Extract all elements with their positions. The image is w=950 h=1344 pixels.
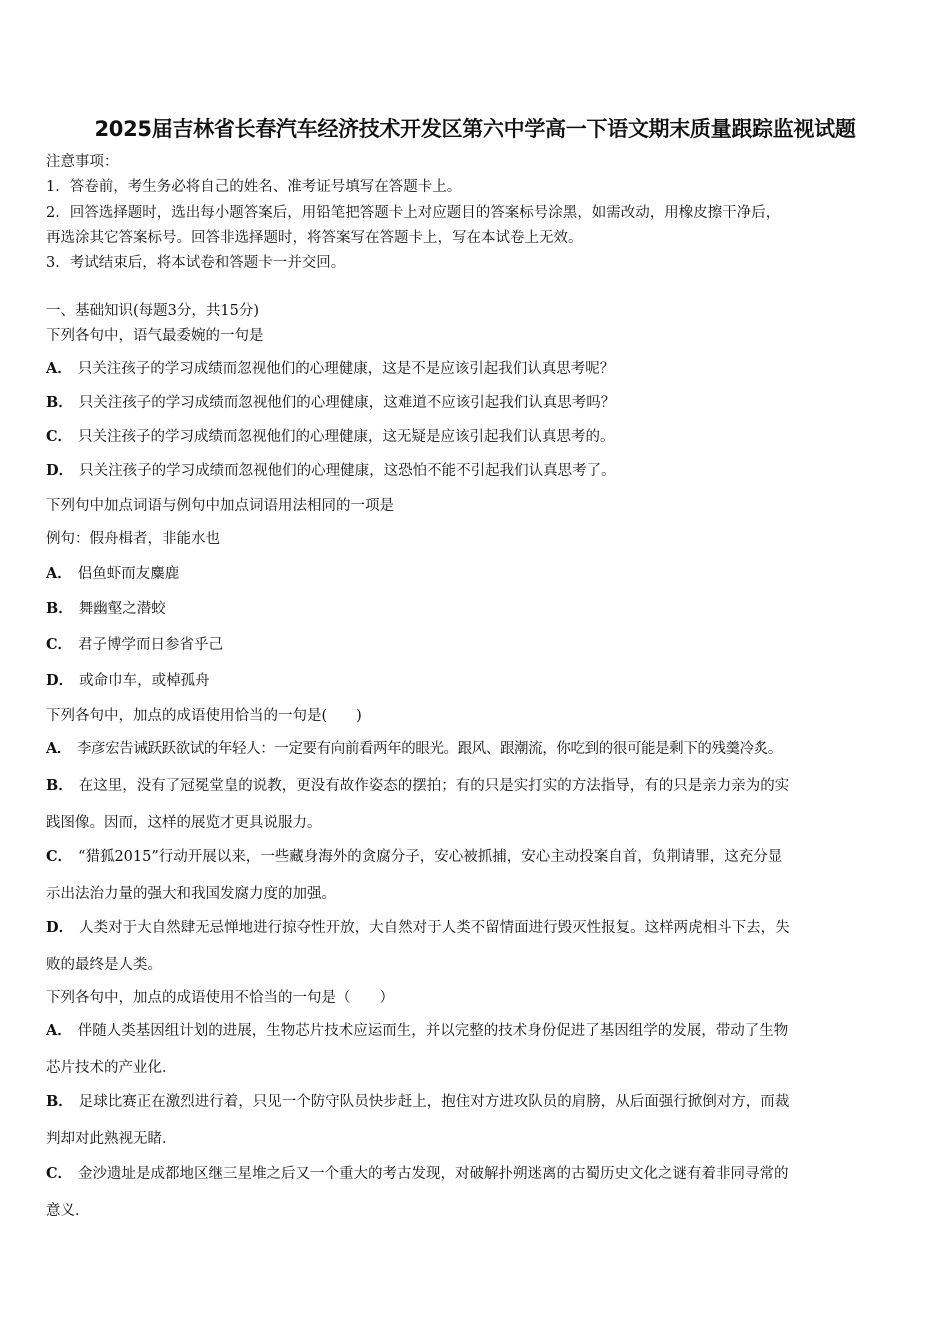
option-text: 金沙遗址是成都地区继三星堆之后又一个重大的考古发现，对破解扑朔迷离的古蜀历史文化之谜有着非同寻常的 xyxy=(78,1166,789,1182)
option-text: 舞幽壑之潜蛟 xyxy=(78,601,166,617)
option-row xyxy=(46,564,179,584)
option-continuation: 芯片技术的产业化． xyxy=(46,1060,177,1076)
option-label: D． xyxy=(46,672,74,689)
notice-item: 3．考试结束后，将本试卷和答题卡一并交回。 xyxy=(46,255,346,271)
option-label: A． xyxy=(46,1022,72,1039)
option-text: 伴随人类基因组计划的进展，生物芯片技术应运而生，并以完整的技术身份促进了基因组学的发展，带动了生物 xyxy=(77,1023,789,1039)
notice-item: 再选涂其它答案标号。回答非选择题时，将答案写在答题卡上，写在本试卷上无效。 xyxy=(46,230,583,246)
option-row xyxy=(46,918,790,938)
option-row xyxy=(46,776,789,796)
option-label: C． xyxy=(46,636,73,653)
notice-heading: 注意事项： xyxy=(46,154,119,170)
option-label: D． xyxy=(46,919,74,936)
option-label: A． xyxy=(46,360,72,377)
question-stem: 下列各句中，语气最委婉的一句是 xyxy=(46,328,264,344)
option-row xyxy=(46,671,210,691)
option-label: B． xyxy=(46,394,73,411)
option-text: 只关注孩子的学习成绩而忽视他们的心理健康，这恐怕不能不引起我们认真思考了。 xyxy=(79,463,616,479)
option-label: B． xyxy=(46,1093,73,1110)
option-continuation: 意义． xyxy=(46,1203,90,1219)
option-row xyxy=(46,359,614,379)
option-text: 在这里，没有了冠冕堂皇的说教，更没有故作姿态的摆拍；有的只是实打实的方法指导，有的只是亲力亲为的实 xyxy=(78,778,790,794)
exam-title: 2025届吉林省长春汽车经济技术开发区第六中学高一下语文期末质量跟踪监视试题 xyxy=(94,117,856,141)
option-text: “猎狐2015”行动开展以来，一些藏身海外的贪腐分子，安心被抓捕，安心主动投案自首，负荆请罪，这充分显 xyxy=(78,849,783,865)
option-text: 君子博学而日参省乎己 xyxy=(78,637,224,653)
option-label: A． xyxy=(46,740,71,757)
option-text: 人类对于大自然肆无忌惮地进行掠夺性开放，大自然对于人类不留情面进行毁灭性报复。这样两虎相斗下去，失 xyxy=(79,920,790,936)
option-row xyxy=(46,461,616,481)
notice-item: 1．答卷前，考生务必将自己的姓名、准考证号填写在答题卡上。 xyxy=(46,179,462,195)
option-row xyxy=(46,1092,789,1112)
option-label: C． xyxy=(46,428,73,445)
option-text: 或命巾车，或棹孤舟 xyxy=(79,673,210,689)
option-text: 侣鱼虾而友麋鹿 xyxy=(77,566,180,582)
option-row xyxy=(46,1164,789,1184)
section-heading: 一、基础知识(每题3分，共15分) xyxy=(46,303,259,319)
option-text: 足球比赛正在激烈进行着，只见一个防守队员快步赶上，抱住对方进攻队员的肩膀，从后面强行掀倒对方，而裁 xyxy=(78,1094,790,1110)
option-label: B． xyxy=(46,777,73,794)
option-label: D． xyxy=(46,462,74,479)
option-text: 李彦宏告诫跃跃欲试的年轻人：一定要有向前看两年的眼光。跟风、跟潮流，你吃到的很可能是剩下的残羹冷炙。 xyxy=(76,741,782,757)
option-label: C． xyxy=(46,1165,73,1182)
option-row xyxy=(46,847,782,867)
option-row xyxy=(46,393,615,413)
option-continuation: 践图像。因而，这样的展览才更具说服力。 xyxy=(46,815,322,831)
question-stem: 下列句中加点词语与例句中加点词语用法相同的一项是 xyxy=(46,498,394,514)
option-continuation: 败的最终是人类。 xyxy=(46,957,162,973)
option-row xyxy=(46,739,782,759)
option-row xyxy=(46,599,166,619)
option-row xyxy=(46,635,223,655)
option-text: 只关注孩子的学习成绩而忽视他们的心理健康，这是不是应该引起我们认真思考呢？ xyxy=(77,361,615,377)
example-sentence: 例句：假舟楫者，非能水也 xyxy=(46,531,220,547)
option-row xyxy=(46,1021,788,1041)
option-label: B． xyxy=(46,600,73,617)
question-stem: 下列各句中，加点的成语使用不恰当的一句是（ ） xyxy=(46,990,394,1006)
option-label: C． xyxy=(46,848,73,865)
option-continuation: 判却对此熟视无睹． xyxy=(46,1131,177,1147)
option-row xyxy=(46,427,615,447)
question-stem: 下列各句中，加点的成语使用恰当的一句是( ) xyxy=(46,708,362,724)
option-text: 只关注孩子的学习成绩而忽视他们的心理健康，这难道不应该引起我们认真思考吗？ xyxy=(78,395,616,411)
notice-item: 2．回答选择题时，选出每小题答案后，用铅笔把答题卡上对应题目的答案标号涂黑，如需改动，用橡皮擦干净后， xyxy=(46,205,781,221)
option-label: A． xyxy=(46,565,72,582)
option-text: 只关注孩子的学习成绩而忽视他们的心理健康，这无疑是应该引起我们认真思考的。 xyxy=(78,429,615,445)
option-continuation: 示出法治力量的强大和我国发腐力度的加强。 xyxy=(46,886,336,902)
